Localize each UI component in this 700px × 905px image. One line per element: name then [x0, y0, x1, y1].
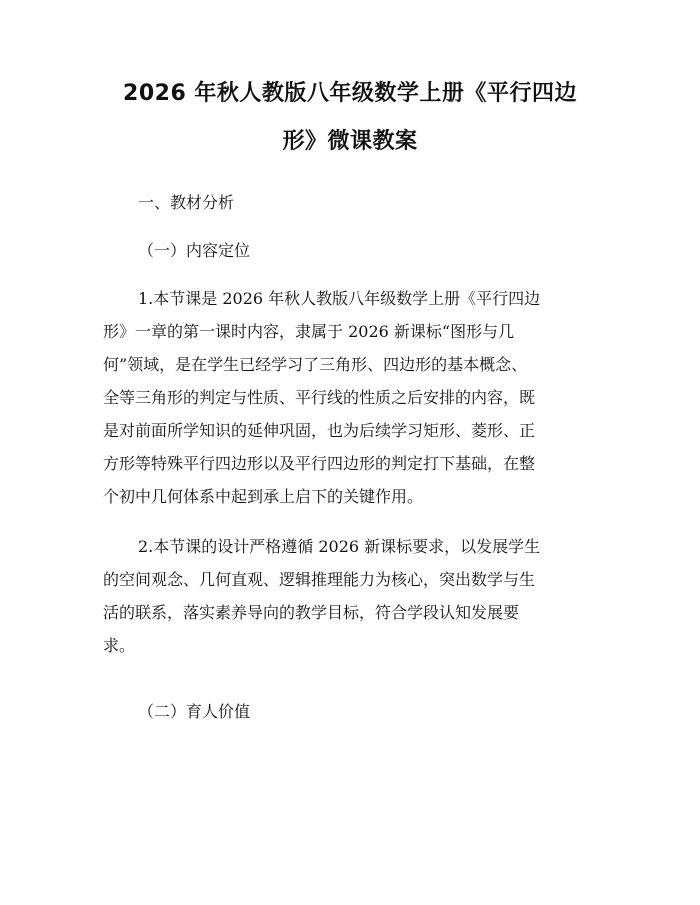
paragraph-line: 2.本节课的设计严格遵循 2026 新课标要求，以发展学生 — [138, 537, 541, 556]
paragraph-line: 是对前面所学知识的延伸巩固，也为后续学习矩形、菱形、正 — [103, 421, 536, 440]
paragraph-line: 个初中几何体系中起到承上启下的关键作用。 — [103, 487, 424, 506]
paragraph-line: 方形等特殊平行四边形以及平行四边形的判定打下基础，在整 — [103, 454, 536, 473]
document-title — [96, 70, 604, 166]
section-heading-material-analysis: 一、教材分析 — [138, 193, 235, 212]
title-line: 2026 年秋人教版八年级数学上册《平行四边 — [123, 81, 577, 106]
subsection-heading-educational-value: （二）育人价值 — [138, 702, 251, 721]
subsection-heading-content-position: （一）内容定位 — [138, 241, 251, 260]
paragraph-line: 1.本节课是 2026 年秋人教版八年级数学上册《平行四边 — [138, 289, 541, 308]
title-line: 形》微课教案 — [282, 129, 418, 154]
paragraph-line: 的空间观念、几何直观、逻辑推理能力为核心，突出数学与生 — [103, 570, 536, 589]
paragraph-line: 全等三角形的判定与性质、平行线的性质之后安排的内容，既 — [103, 388, 536, 407]
paragraph-line: 形》一章的第一课时内容，隶属于 2026 新课标“图形与几 — [103, 322, 515, 341]
paragraph-line: 活的联系，落实素养导向的教学目标，符合学段认知发展要 — [103, 603, 520, 622]
paragraph-line: 求。 — [103, 636, 136, 655]
paragraph-line: 何”领域，是在学生已经学习了三角形、四边形的基本概念、 — [103, 355, 528, 374]
